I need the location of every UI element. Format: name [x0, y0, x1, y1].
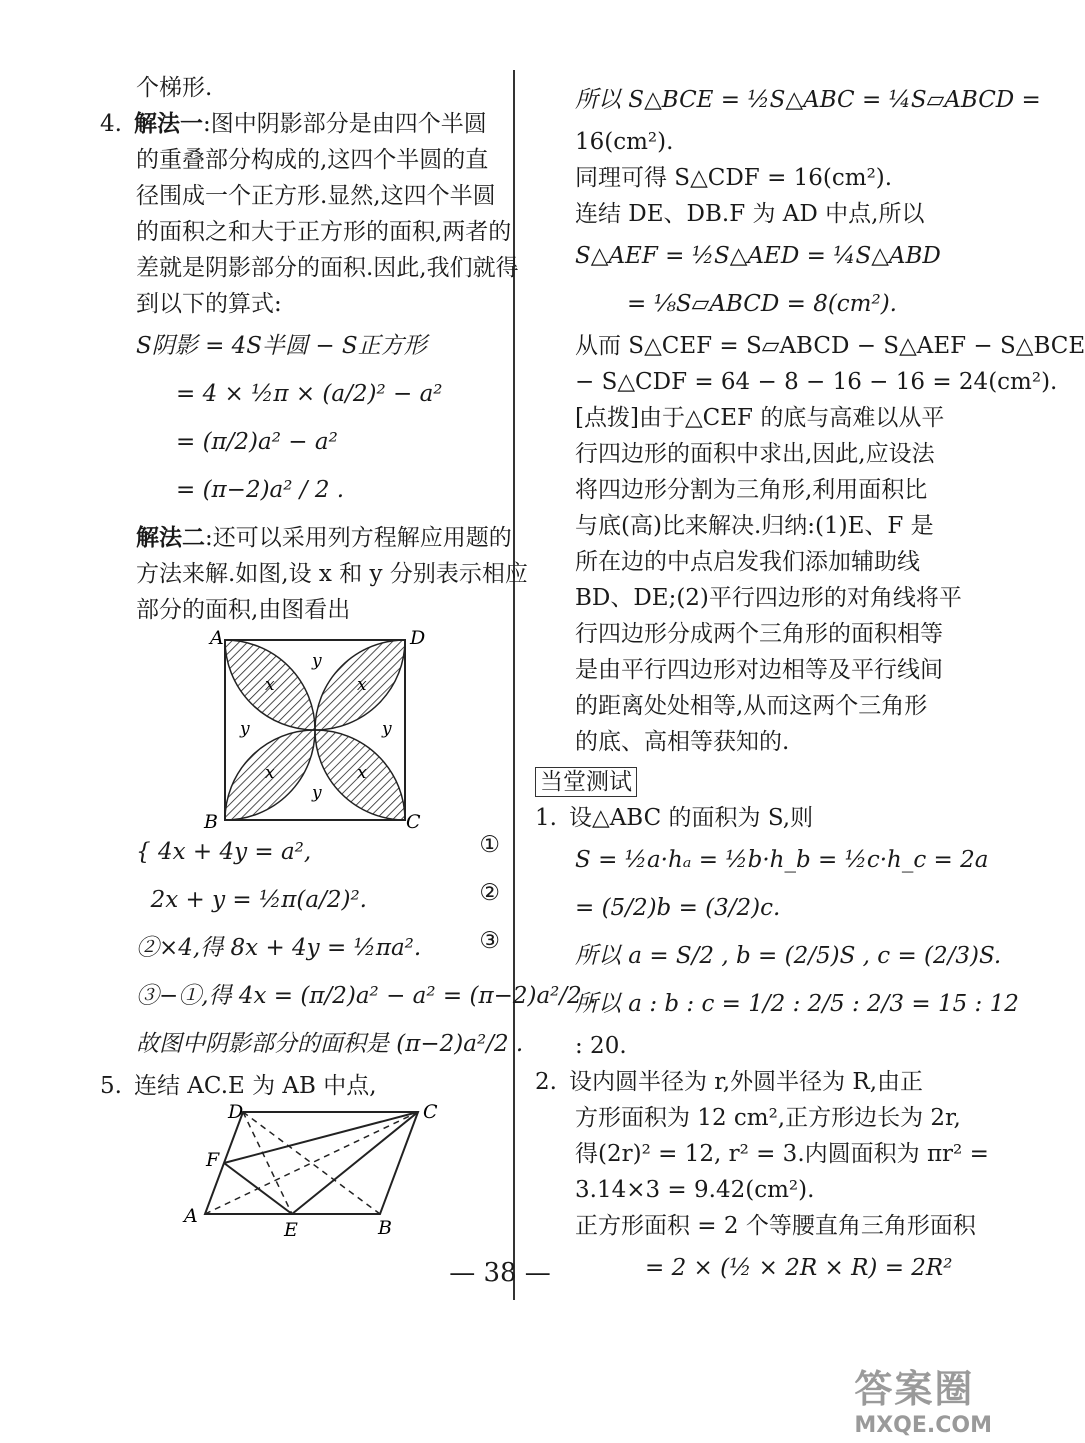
text-line: 由于△CEF 的底与高难以从平	[638, 405, 945, 431]
text-line: 的面积之和大于正方形的面积,两者的	[136, 219, 512, 245]
text-line: 设△ABC 的面积为 S,则	[569, 805, 814, 831]
text-line: 将四边形分割为三角形,利用面积比	[575, 477, 928, 503]
segment-DE	[243, 1112, 292, 1214]
text-line: 从而 S△CEF = S▱ABCD − S△AEF − S△BCE	[575, 333, 1085, 359]
right-column	[535, 70, 1085, 1292]
method-2	[100, 520, 512, 556]
label-x: x	[357, 763, 367, 783]
label-C: C	[423, 1101, 438, 1123]
label-y: y	[240, 719, 250, 739]
text-line: :还可以采用列方程解应用题的	[205, 525, 512, 551]
equation: ③−①,得 4x = (π/2)a² − a² = (π−2)a²/2 .	[136, 983, 597, 1009]
equation: { 4x + 4y = a²,	[136, 839, 312, 865]
text-line: 差就是阴影部分的面积.因此,我们就得	[136, 255, 519, 281]
text-line: 的重叠部分构成的,这四个半圆的直	[136, 147, 489, 173]
question-4	[100, 106, 500, 142]
test-1	[535, 800, 915, 836]
equation-system	[100, 828, 500, 924]
tip-label: 点拨	[583, 405, 630, 431]
equation: S阴影 = 4S半圆 − S正方形	[136, 333, 427, 359]
text-line: 径围成一个正方形.显然,这四个半圆	[136, 183, 496, 209]
label-A: A	[210, 627, 224, 649]
method-1-label: 解法一	[134, 110, 203, 137]
text-line: 的底、高相等获知的.	[575, 729, 790, 755]
equation: = 2 × (½ × 2R × R) = 2R²	[645, 1255, 953, 1281]
equation: ②×4,得 8x + 4y = ½πa².	[136, 935, 422, 961]
label-C: C	[406, 811, 421, 833]
parallelogram-figure	[100, 1101, 500, 1241]
text-line: :图中阴影部分是由四个半圆	[203, 111, 487, 137]
equation: 2x + y = ½π(a/2)².	[150, 887, 367, 913]
equation: = ⅛S▱ABCD = 8(cm²).	[627, 291, 897, 317]
question-number: 5.	[100, 1073, 122, 1099]
equation: 所以 a : b : c = 1/2 : 2/5 : 2/3 = 15 : 12	[575, 991, 1019, 1017]
text-line: 个梯形.	[136, 75, 213, 101]
text-line: 16(cm²).	[575, 129, 674, 155]
text-line: 连结 AC.E 为 AB 中点,	[134, 1073, 377, 1099]
text-line: BD、DE;(2)平行四边形的对角线将平	[575, 585, 962, 611]
page-number: — 38 —	[449, 1258, 551, 1288]
equation: S = ½a·hₐ = ½b·h_b = ½c·h_c = 2a	[575, 847, 989, 873]
method-2-label: 解法二	[136, 524, 205, 551]
marker-3: ③	[479, 928, 500, 954]
tip-paragraph: [点拨]由于△CEF 的底与高难以从平	[575, 405, 945, 431]
label-F: F	[206, 1149, 220, 1171]
text-line: 得(2r)² = 12, r² = 3.内圆面积为 πr² =	[575, 1141, 989, 1167]
equation: 故图中阴影部分的面积是 (π−2)a²/2 .	[136, 1031, 524, 1057]
text-line: 行四边形的面积中求出,因此,应设法	[575, 441, 935, 467]
text-line: 3.14×3 = 9.42(cm²).	[575, 1177, 815, 1203]
text-line: 方形面积为 12 cm²,正方形边长为 2r,	[575, 1105, 961, 1131]
label-x: x	[265, 763, 275, 783]
text-line: 连结 DE、DB.F 为 AD 中点,所以	[575, 201, 925, 227]
watermark: 答案圈 MXQE.COM	[854, 1367, 992, 1438]
text-line: 部分的面积,由图看出	[136, 597, 351, 623]
label-B: B	[378, 1217, 392, 1239]
equation: S△AEF = ½S△AED = ¼S△ABD	[575, 243, 941, 269]
equation: = (π/2)a² − a²	[176, 429, 338, 455]
text-line: 所在边的中点启发我们添加辅助线	[575, 549, 920, 575]
text-line: : 20.	[575, 1033, 627, 1059]
question-number: 1.	[535, 805, 557, 831]
label-y: y	[312, 783, 322, 803]
label-y: y	[382, 719, 392, 739]
label-B: B	[204, 811, 218, 833]
equation: = 4 × ½π × (a/2)² − a²	[176, 381, 443, 407]
label-D: D	[410, 627, 426, 649]
label-E: E	[284, 1219, 298, 1241]
text-line: 与底(高)比来解决.归纳:(1)E、F 是	[575, 513, 934, 539]
marker-1: ①	[479, 832, 500, 858]
equation: = (5/2)b = (3/2)c.	[575, 895, 781, 921]
equation: = (π−2)a² / 2 .	[176, 477, 345, 503]
equation: 所以 a = S/2 , b = (2/5)S , c = (2/3)S.	[575, 943, 1002, 969]
text-line: 方法来解.如图,设 x 和 y 分别表示相应	[136, 561, 528, 587]
section-heading	[535, 764, 915, 800]
text-line: 行四边形分成两个三角形的面积相等	[575, 621, 943, 647]
text-line: 同理可得 S△CDF = 16(cm²).	[575, 165, 893, 191]
text-line: 的距离处处相等,从而这两个三角形	[575, 693, 928, 719]
equation: 所以 S△BCE = ½S△ABC = ¼S▱ABCD =	[575, 87, 1041, 113]
marker-2: ②	[479, 880, 500, 906]
test-2	[535, 1064, 924, 1100]
text-line: 是由平行四边形对边相等及平行线间	[575, 657, 943, 683]
text-line: 正方形面积 = 2 个等腰直角三角形面积	[575, 1213, 976, 1239]
question-5	[100, 1068, 500, 1104]
label-x: x	[265, 675, 275, 695]
label-D: D	[228, 1101, 244, 1123]
section-title: 当堂测试	[535, 767, 637, 797]
square-petal-figure	[100, 627, 500, 833]
text-line: − S△CDF = 64 − 8 − 16 − 16 = 24(cm²).	[575, 369, 1058, 395]
text-line: 到以下的算式:	[136, 291, 282, 317]
step-3	[100, 924, 500, 972]
label-y: y	[312, 651, 322, 671]
question-number: 2.	[535, 1069, 557, 1095]
label-A: A	[184, 1205, 198, 1227]
question-number: 4.	[100, 111, 122, 137]
label-x: x	[357, 675, 367, 695]
text-line: 设内圆半径为 r,外圆半径为 R,由正	[569, 1069, 924, 1095]
